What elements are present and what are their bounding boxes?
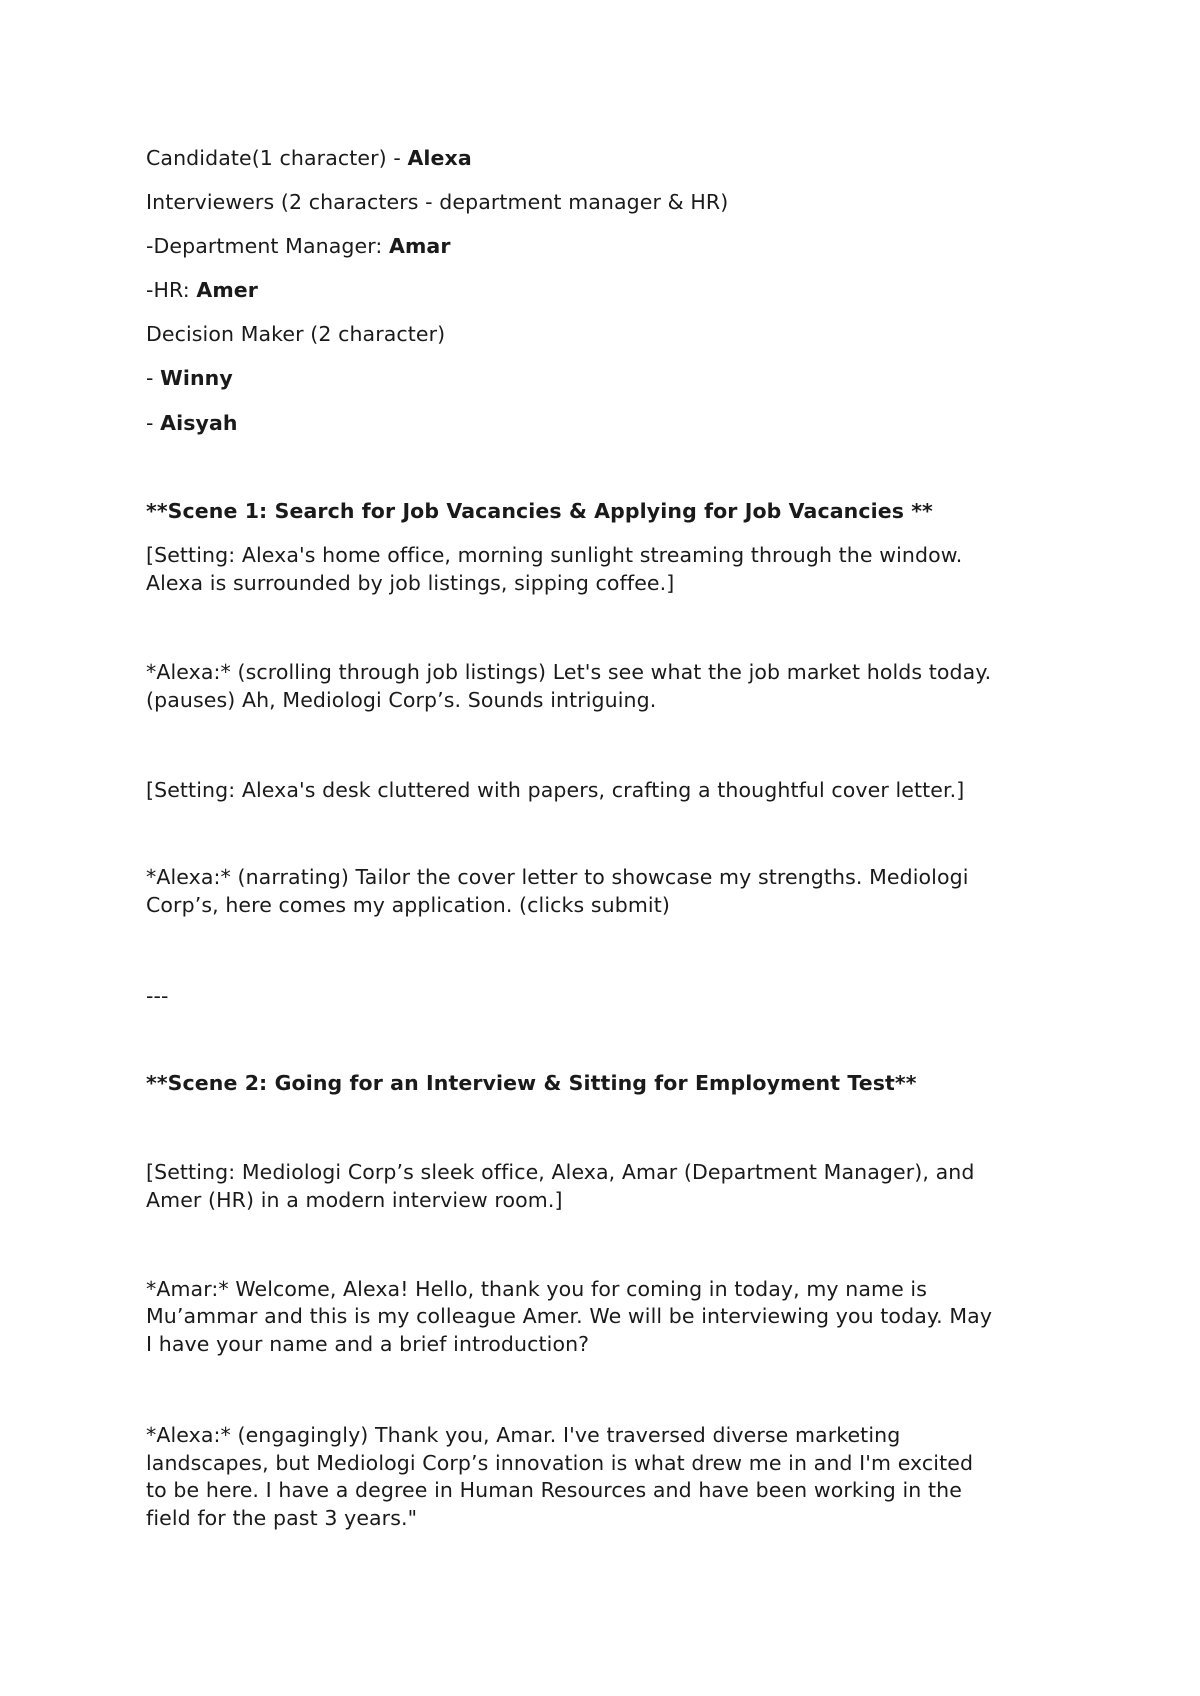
candidate-label: Candidate(1 character) - xyxy=(146,146,408,170)
scene2-amar-line3: I have your name and a brief introduction? xyxy=(146,1332,590,1356)
manager-label: -Department Manager: xyxy=(146,234,389,258)
decision-maker-line: Decision Maker (2 character) xyxy=(146,322,446,346)
scene2-amar-line1: *Amar:* Welcome, Alexa! Hello, thank you for coming in today, my name is xyxy=(146,1277,927,1301)
hr-label: -HR: xyxy=(146,278,197,302)
scene2-alexa-line3: to be here. I have a degree in Human Resources and have been working in the xyxy=(146,1478,962,1502)
decision-maker-2-line xyxy=(146,410,1076,438)
decision-maker-2-name: Aisyah xyxy=(160,411,238,435)
dash: - xyxy=(146,366,161,390)
scene2-setting-line1: [Setting: Mediologi Corp’s sleek office, Alexa, Amar (Department Manager), and xyxy=(146,1160,975,1184)
scene2-setting-line2: Amer (HR) in a modern interview room.] xyxy=(146,1188,563,1212)
candidate-line xyxy=(146,145,1076,173)
scene1-alexa2-line1: *Alexa:* (narrating) Tailor the cover letter to showcase my strengths. Mediologi xyxy=(146,865,969,889)
decision-maker-1-line xyxy=(146,365,1076,393)
scene1-alexa1-line2: (pauses) Ah, Mediologi Corp’s. Sounds intriguing. xyxy=(146,688,657,712)
scene2-alexa-line4: field for the past 3 years." xyxy=(146,1506,418,1530)
candidate-name: Alexa xyxy=(407,146,472,170)
scene1-setting1-line2: Alexa is surrounded by job listings, sipping coffee.] xyxy=(146,571,675,595)
divider: --- xyxy=(146,984,169,1008)
scene2-alexa-line1: *Alexa:* (engagingly) Thank you, Amar. I've traversed diverse marketing xyxy=(146,1423,901,1447)
hr-name: Amer xyxy=(196,278,258,302)
scene1-alexa1-line1: *Alexa:* (scrolling through job listings) Let's see what the job market holds today. xyxy=(146,660,992,684)
scene2-alexa-line2: landscapes, but Mediologi Corp’s innovation is what drew me in and I'm excited xyxy=(146,1451,974,1475)
dash: - xyxy=(146,411,161,435)
hr-line xyxy=(146,277,1076,305)
scene2-heading: **Scene 2: Going for an Interview & Sitting for Employment Test** xyxy=(146,1071,917,1095)
scene1-heading: **Scene 1: Search for Job Vacancies & Applying for Job Vacancies ** xyxy=(146,499,933,523)
decision-maker-1-name: Winny xyxy=(160,366,233,390)
manager-name: Amar xyxy=(389,234,451,258)
scene1-alexa2-line2: Corp’s, here comes my application. (clicks submit) xyxy=(146,893,670,917)
manager-line xyxy=(146,233,1076,261)
scene1-setting1-line1: [Setting: Alexa's home office, morning sunlight streaming through the window. xyxy=(146,543,963,567)
scene1-setting2: [Setting: Alexa's desk cluttered with papers, crafting a thoughtful cover letter.] xyxy=(146,778,965,802)
scene2-amar-line2: Mu’ammar and this is my colleague Amer. We will be interviewing you today. May xyxy=(146,1304,993,1328)
interviewers-line: Interviewers (2 characters - department manager & HR) xyxy=(146,190,729,214)
